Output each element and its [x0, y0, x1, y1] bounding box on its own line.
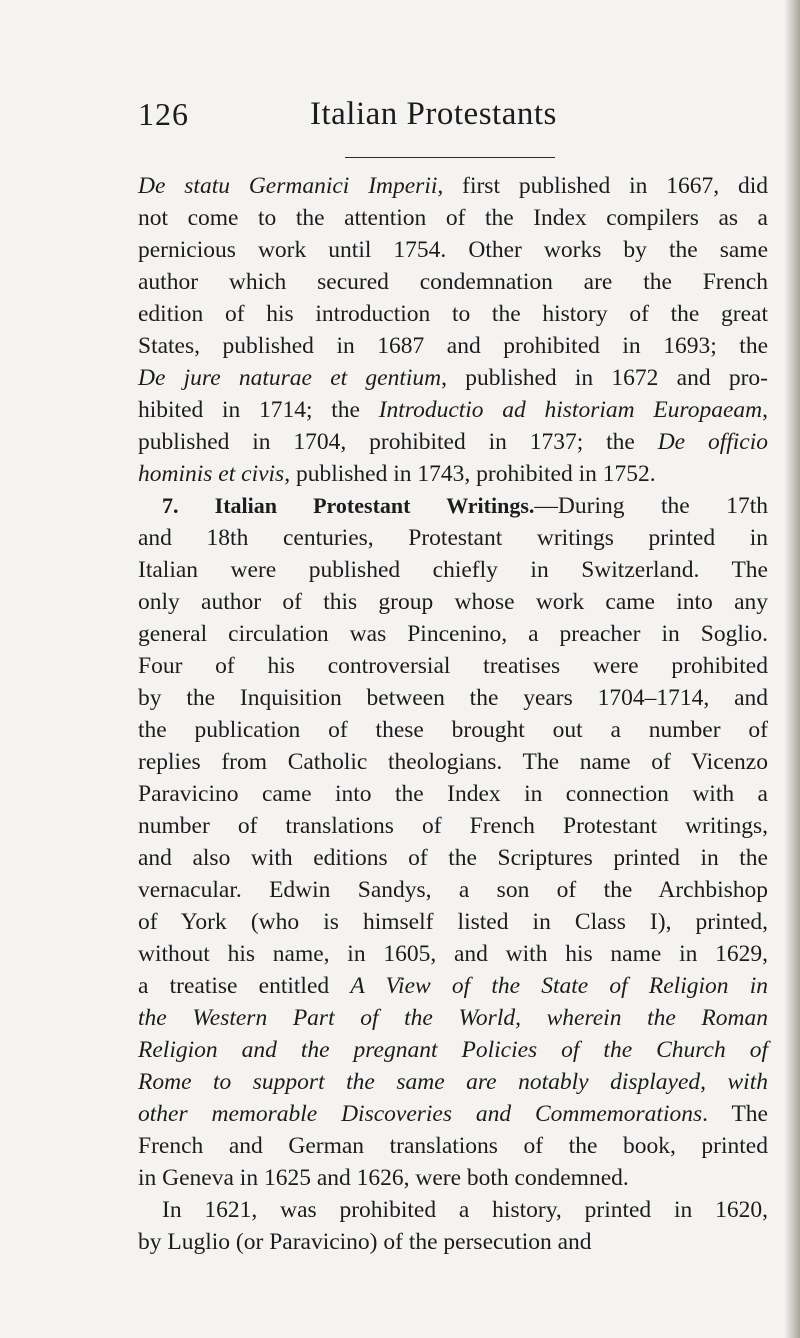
- page-number: 126: [138, 96, 189, 132]
- text-segment: the publication of these brought out a number of: [138, 717, 768, 743]
- text-line: [138, 682, 768, 714]
- italic-title-text: De statu Germanici Imperii: [138, 173, 438, 199]
- text-line: [138, 842, 768, 874]
- text-segment: ,: [762, 397, 768, 423]
- text-line: [138, 394, 768, 426]
- text-line: [138, 1034, 768, 1066]
- text-segment: , published in 1672 and pro-: [441, 365, 768, 391]
- text-line: [138, 810, 768, 842]
- section-heading: 7. Italian Protestant Writings.: [162, 493, 535, 518]
- text-line: [138, 970, 768, 1002]
- text-segment: pernicious work until 1754. Other works by the same: [138, 237, 768, 263]
- text-segment: Paravicino came into the Index in connection with a: [138, 781, 768, 807]
- text-segment: , first published in 1667, did: [437, 173, 769, 199]
- running-title: Italian Protestants: [310, 96, 557, 132]
- text-line: [138, 490, 768, 522]
- text-segment: number of translations of French Protestant writings,: [138, 813, 768, 839]
- text-segment: , published in 1743, prohibited in 1752.: [284, 461, 656, 487]
- text-line: [138, 1098, 768, 1130]
- text-line: [138, 298, 768, 330]
- italic-title-text: hominis et civis: [138, 461, 285, 487]
- text-segment: edition of his introduction to the history of the great: [138, 301, 768, 327]
- text-segment: author which secured condemnation are the French: [138, 269, 768, 295]
- text-line: [138, 650, 768, 682]
- text-line: [138, 458, 768, 490]
- text-line: [138, 522, 768, 554]
- text-segment: vernacular. Edwin Sandys, a son of the Archbishop: [138, 877, 768, 903]
- italic-title-text: De jure naturae et gentium: [138, 365, 442, 391]
- text-line: [138, 330, 768, 362]
- text-line: [138, 1002, 768, 1034]
- italic-title-text: Religion and the pregnant Policies of the Church of: [138, 1037, 768, 1063]
- text-segment: and 18th centuries, Protestant writings printed in: [138, 525, 768, 551]
- text-line: [138, 746, 768, 778]
- italic-title-text: other memorable Discoveries and Commemorations: [138, 1101, 703, 1127]
- text-segment: hibited in 1714; the: [138, 397, 379, 423]
- italic-title-text: A View of the State of Religion in: [350, 973, 768, 999]
- text-segment: by the Inquisition between the years 1704–1714, and: [138, 685, 768, 711]
- header-rule: [345, 157, 555, 158]
- text-line: [138, 202, 768, 234]
- text-line: [138, 554, 768, 586]
- text-segment: French and German translations of the book, printed: [138, 1133, 768, 1159]
- text-line: [138, 874, 768, 906]
- italic-title-text: Rome to support the same are notably displayed, with: [138, 1069, 768, 1095]
- italic-title-text: Introductio ad historiam Europaeam: [378, 397, 763, 423]
- text-segment: in Geneva in 1625 and 1626, were both condemned.: [138, 1165, 629, 1191]
- text-segment: —During the 17th: [534, 493, 768, 519]
- text-segment: Italian were published chiefly in Switzerland. The: [138, 557, 768, 583]
- text-segment: published in 1704, prohibited in 1737; the: [138, 429, 658, 455]
- text-line: [138, 170, 768, 202]
- text-line: [138, 1194, 768, 1226]
- text-segment: . The: [702, 1101, 768, 1127]
- body-text: [138, 170, 768, 1258]
- text-segment: of York (who is himself listed in Class I), printed,: [138, 909, 768, 935]
- italic-title-text: the Western Part of the World, wherein the Roman: [138, 1005, 768, 1031]
- italic-title-text: De officio: [657, 429, 768, 455]
- text-segment: by Luglio (or Paravicino) of the persecution and: [138, 1229, 592, 1255]
- text-segment: not come to the attention of the Index compilers as a: [138, 205, 768, 231]
- text-line: [138, 1066, 768, 1098]
- page-edge-shadow: [784, 0, 800, 1338]
- text-line: [138, 234, 768, 266]
- text-line: [138, 1226, 768, 1258]
- text-segment: replies from Catholic theologians. The name of Vicenzo: [138, 749, 768, 775]
- text-line: [138, 266, 768, 298]
- text-line: [138, 714, 768, 746]
- text-line: [138, 778, 768, 810]
- text-line: [138, 938, 768, 970]
- text-segment: a treatise entitled: [138, 973, 351, 999]
- text-line: [138, 362, 768, 394]
- text-segment: without his name, in 1605, and with his name in 1629,: [138, 941, 768, 967]
- text-segment: only author of this group whose work came into any: [138, 589, 768, 615]
- text-line: [138, 1130, 768, 1162]
- text-segment: Four of his controversial treatises were prohibited: [138, 653, 768, 679]
- text-segment: general circulation was Pincenino, a preacher in Soglio.: [138, 621, 768, 647]
- text-line: [138, 1162, 768, 1194]
- text-segment: In 1621, was prohibited a history, printed in 1620,: [162, 1197, 768, 1223]
- text-line: [138, 906, 768, 938]
- text-segment: and also with editions of the Scriptures printed in the: [138, 845, 768, 871]
- text-line: [138, 426, 768, 458]
- text-line: [138, 586, 768, 618]
- text-line: [138, 618, 768, 650]
- text-segment: States, published in 1687 and prohibited in 1693; the: [138, 333, 768, 359]
